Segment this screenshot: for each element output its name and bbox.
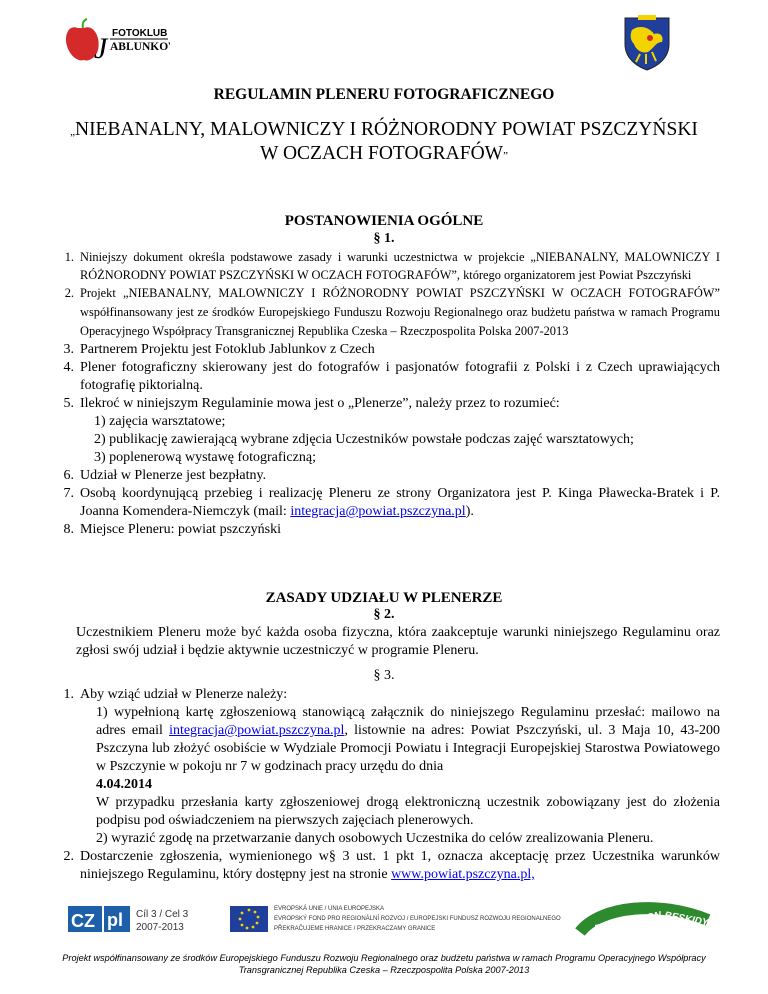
sub-item: 3) poplenerową wystawę fotograficzną;	[94, 450, 316, 465]
list-item: 3. Partnerem Projektu jest Fotoklub Jablunkov z Czech	[63, 342, 375, 357]
section2-heading: ZASADY UDZIAŁU W PLENERZE	[265, 590, 503, 606]
sub-item: 2) wyrazić zgodę na przetwarzanie danych osobowych Uczestnika do celów zrealizowania Pleneru.	[96, 831, 654, 846]
list-item: 6. Udział w Plenerze jest bezpłatny.	[63, 468, 267, 483]
deadline-date: 4.04.2014	[96, 777, 152, 792]
beskidy-text: BESKIDY	[663, 910, 710, 929]
project-title	[0, 119, 768, 167]
list-item: 1. Aby wziąć udział w Plenerze należy: 1) wypełnioną kartę zgłoszeniową stanowiącą załącznik do niniejszego Regulaminu przesłać: mailowo na adres email integracja@powiat.pszczyna.pl, listownie na adres: Powiat Pszczyński, ul. 3 Maja 10, 43-200 Pszczyna lub złożyć osobiście w Wydziale Promocji Powiatu i Integracji Europejskiej Starostwa Powiatowego w Pszczynie w pokoju nr 7 w godzinach pracy urzędu do dnia 4.04.2014 W przypadku przesłania karty zgłoszeniowej drogą elektroniczną uczestnik zobowiązany jest do złożenia podpisu pod oświadczeniem na pierwszych zajęciach plenerowych. 2) wyrazić zgodę na przetwarzanie danych osobowych Uczestnika do celów zrealizowania Pleneru.	[63, 687, 720, 846]
list-item: 5. Ilekroć w niniejszym Regulaminie mowa jest o „Plenerze”, należy przez to rozumieć: 1) zajęcia warsztatowe; 2) publikację zawierającą wybrane zdjęcia Uczestników powstałe podczas zajęć warsztatowych; 3) poplenerową wystawę fotograficzną;	[52, 395, 720, 467]
list-item: 2. Projekt „NIEBANALNY, MALOWNICZY I RÓŻNORODNY POWIAT PSZCZYŃSKI W OCZACH FOTOGRAFÓW” współfinansowany jest ze środków Europejskiego Funduszu Rozwoju Regionalnego oraz budżetu państwa w ramach Programu Operacyjnego Współpracy Transgranicznej Republika Czeska – Rzeczpospolita Polska 2007-2013	[64, 286, 720, 338]
eu-line1: EVROPSKÁ UNIE / UNIA EUROPEJSKA	[274, 906, 385, 912]
sub-item: 1) wypełnioną kartę zgłoszeniową stanowiącą załącznik do niniejszego Regulaminu przesłać: mailowo na adres email integracja@powiat.pszczyna.pl, listownie na adres: Powiat Pszczyński, ul. 3 Maja 10, 43-200 Pszczyna lub złożyć osobiście w Wydziale Promocji Powiatu i Integracji Europejskiej Starostwa Powiatowego w Pszczynie w pokoju nr 7 w godzinach pracy urzędu do dnia 4.04.2014	[96, 705, 720, 792]
czpl-text-cz: CZ	[71, 911, 95, 931]
list-item: 1. Niniejszy dokument określa podstawowe zasady i warunki uczestnictwa w projekcie „NIEBANALNY, MALOWNICZY I RÓŻNORODNY POWIAT PSZCZYŃSKI W OCZACH FOTOGRAFÓW”, którego organizatorem jest Powiat Pszczyński	[64, 250, 720, 282]
project-title-line2: W OCZACH FOTOGRAFÓW	[260, 143, 504, 164]
fotoklub-jablunkov-logo	[64, 18, 170, 66]
sub-item: W przypadku przesłania karty zgłoszeniowej drogą elektroniczną uczestnik zobowiązany jest do złożenia podpisu pod oświadczeniem na pierwszych zajęciach plenerowych.	[96, 795, 720, 828]
quote-open: „	[70, 126, 75, 138]
application-email-link[interactable]: integracja@powiat.pszczyna.pl	[169, 723, 345, 738]
eu-line3: PŘEKRAČUJEME HRANICE / PRZEKRACZAMY GRANICE	[274, 926, 436, 932]
project-title-line1: NIEBANALNY, MALOWNICZY I RÓŻNORODNY POWIAT PSZCZYŃSKI	[74, 119, 698, 140]
logo-line2: ABLUNKOV	[110, 41, 170, 53]
list-item: 8. Miejsce Pleneru: powiat pszczyński	[63, 522, 282, 537]
website-link[interactable]: www.powiat.pszczyna.pl,	[391, 867, 535, 882]
section2-text: Uczestnikiem Pleneru może być każda osoba fizyczna, która zaakceptuje warunki niniejszego Regulaminu oraz zgłosi swój udział i będzie aktywnie uczestniczyć w programie Pleneru.	[76, 625, 720, 658]
logo-initial: J	[94, 32, 108, 65]
section3-paragraph-mark: § 3.	[373, 668, 395, 683]
footer-logos	[60, 896, 720, 946]
coordinator-email-link[interactable]: integracja@powiat.pszczyna.pl	[290, 504, 466, 519]
section1-heading: POSTANOWIENIA OGÓLNE	[284, 213, 484, 229]
section2-paragraph-mark: § 2.	[373, 607, 395, 622]
coat-of-arms-icon	[620, 14, 674, 72]
section1-list	[52, 248, 720, 539]
footnote-line2: Transgranicznej Republika Czeska – Rzeczpospolita Polska 2007-2013	[238, 965, 530, 975]
eu-line2: EVROPSKÝ FOND PRO REGIONÁLNÍ ROZVOJ / EUROPEJSKI FUNDUSZ ROZWOJU REGIONALNEGO	[274, 916, 561, 922]
cil-years: 2007-2013	[136, 922, 184, 933]
sub-item: 1) zajęcia warsztatowe;	[94, 414, 226, 429]
euroregion-text: EUROREGION	[593, 909, 663, 935]
cil-label: Cíl 3 / Cel 3	[136, 909, 189, 920]
sub-item: 2) publikację zawierającą wybrane zdjęcia Uczestników powstałe podczas zajęć warsztatowych;	[94, 432, 634, 447]
list-item: 4. Plener fotograficzny skierowany jest do fotografów i pasjonatów fotografii z Polski i z Czech uprawiających fotografię piktorialną.	[63, 360, 720, 393]
czpl-logo	[68, 906, 189, 933]
list-item: 7. Osobą koordynującą przebieg i realizację Pleneru ze strony Organizatora jest P. Kinga Pławecka-Bratek i P. Joanna Komendera-Niemczyk (mail: integracja@powiat.pszczyna.pl).	[63, 486, 720, 519]
logo-line1: FOTOKLUB	[112, 28, 168, 39]
section3-list	[52, 686, 720, 884]
document-title: REGULAMIN PLENERU FOTOGRAFICZNEGO	[213, 86, 555, 103]
euroregion-beskidy-logo	[580, 908, 710, 935]
eu-flag-icon	[230, 906, 268, 932]
section1-paragraph-mark: § 1.	[373, 231, 395, 246]
footnote	[0, 952, 768, 976]
quote-close: ”	[503, 150, 508, 162]
list-item: 2. Dostarczenie zgłoszenia, wymienionego w§ 3 ust. 1 pkt 1, oznacza akceptację przez Uczestnika warunków niniejszego Regulaminu, który dostępny jest na stronie www.powiat.pszczyna.pl,	[63, 849, 720, 882]
czpl-text-pl: pl	[107, 910, 123, 930]
footnote-line1: Projekt współfinansowany ze środków Europejskiego Funduszu Rozwoju Regionalnego oraz budżetu państwa w ramach Programu Operacyjnego Współpracy	[62, 953, 706, 963]
